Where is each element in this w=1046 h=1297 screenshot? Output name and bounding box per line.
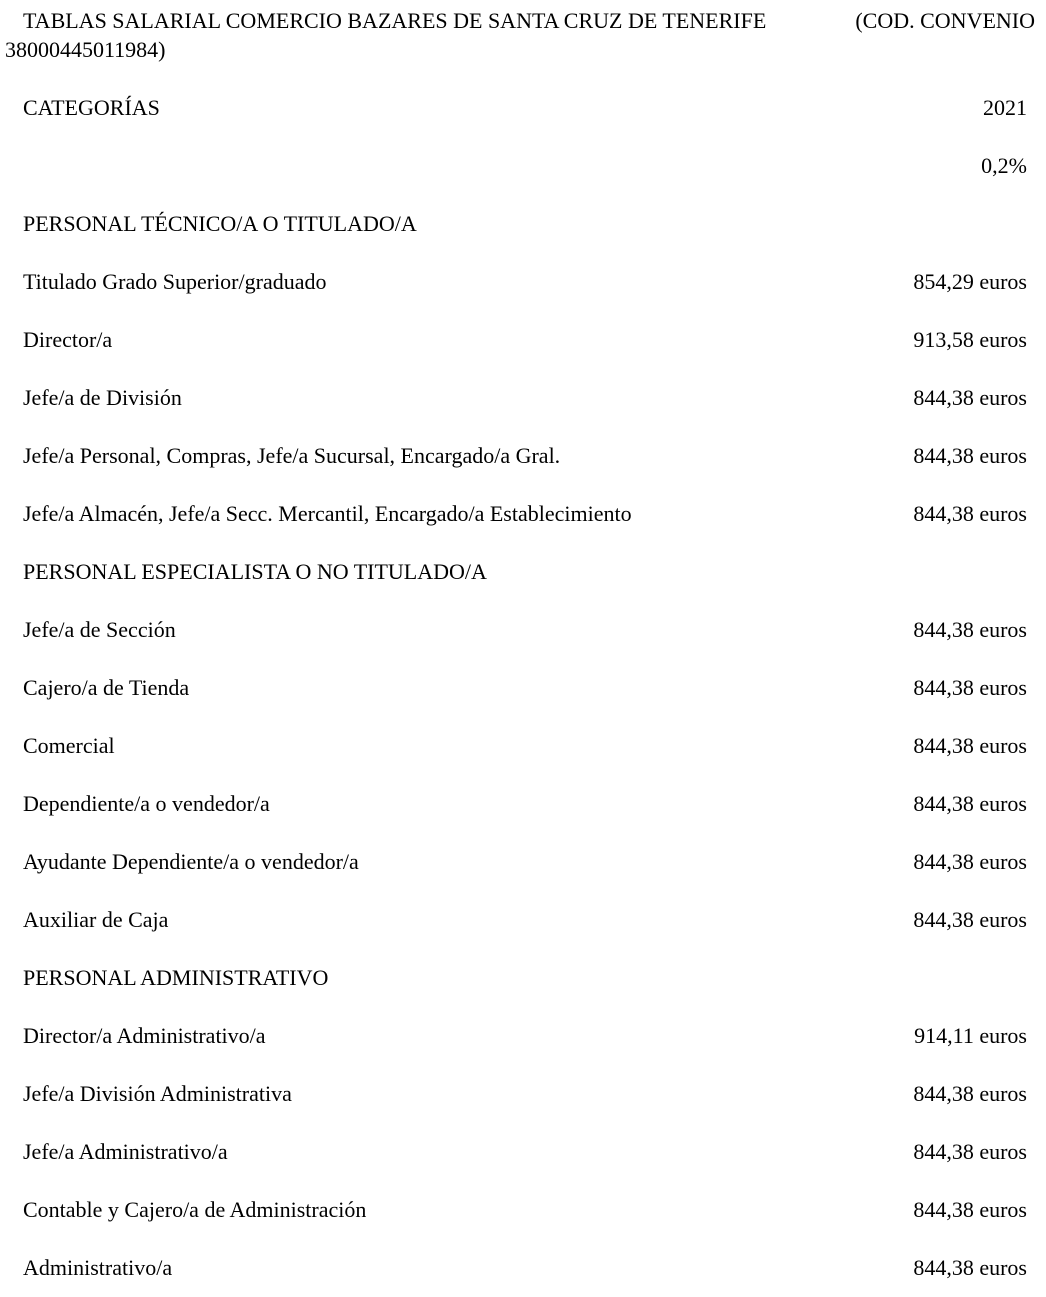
section-title: PERSONAL ESPECIALISTA O NO TITULADO/A <box>23 559 487 584</box>
category-label: Jefe/a de División <box>23 385 182 410</box>
category-label: Comercial <box>23 733 115 758</box>
salary-value: 854,29 euros <box>913 269 1027 294</box>
category-label: Jefe/a Administrativo/a <box>23 1139 228 1164</box>
year-header: 2021 <box>983 95 1027 120</box>
category-label: Jefe/a Almacén, Jefe/a Secc. Mercantil, Encargado/a Establecimiento <box>23 501 632 526</box>
category-label: Ayudante Dependiente/a o vendedor/a <box>23 849 359 874</box>
table-header-row <box>23 79 1027 137</box>
category-label: Jefe/a Personal, Compras, Jefe/a Sucursal, Encargado/a Gral. <box>23 443 561 468</box>
table-row <box>23 601 1027 659</box>
salary-value: 844,38 euros <box>913 1197 1027 1222</box>
salary-value: 844,38 euros <box>913 1081 1027 1106</box>
category-label: Titulado Grado Superior/graduado <box>23 269 327 294</box>
salary-value: 914,11 euros <box>914 1023 1027 1048</box>
salary-value: 844,38 euros <box>913 675 1027 700</box>
table-row <box>23 1007 1027 1065</box>
salary-value: 844,38 euros <box>913 791 1027 816</box>
title-convenio-code: 38000445011984) <box>5 37 166 62</box>
category-label: Administrativo/a <box>23 1255 173 1280</box>
salary-value: 844,38 euros <box>913 385 1027 410</box>
section-title: PERSONAL ADMINISTRATIVO <box>23 965 329 990</box>
table-row <box>23 253 1027 311</box>
category-label: Cajero/a de Tienda <box>23 675 190 700</box>
salary-table <box>23 79 1027 1297</box>
category-label: Auxiliar de Caja <box>23 907 169 932</box>
salary-value: 844,38 euros <box>913 1255 1027 1280</box>
table-row <box>23 1239 1027 1297</box>
table-row <box>23 717 1027 775</box>
salary-value: 844,38 euros <box>913 617 1027 642</box>
document-title <box>5 6 1035 64</box>
table-row <box>23 485 1027 543</box>
salary-value: 844,38 euros <box>913 1139 1027 1164</box>
category-label: Director/a Administrativo/a <box>23 1023 266 1048</box>
table-row <box>23 775 1027 833</box>
title-convenio: (COD. CONVENIO <box>855 8 1035 33</box>
table-row <box>23 369 1027 427</box>
table-row <box>23 891 1027 949</box>
category-label: Jefe/a División Administrativa <box>23 1081 292 1106</box>
section-heading-row <box>23 543 1027 601</box>
salary-value: 844,38 euros <box>913 907 1027 932</box>
table-row <box>23 659 1027 717</box>
category-label: Dependiente/a o vendedor/a <box>23 791 270 816</box>
table-row <box>23 1123 1027 1181</box>
table-row <box>23 1181 1027 1239</box>
section-heading-row <box>23 949 1027 1007</box>
table-row <box>23 427 1027 485</box>
table-row <box>23 311 1027 369</box>
category-label: Jefe/a de Sección <box>23 617 176 642</box>
salary-value: 913,58 euros <box>913 327 1027 352</box>
section-heading-row <box>23 195 1027 253</box>
title-text: TABLAS SALARIAL COMERCIO BAZARES DE SANTA CRUZ DE TENERIFE <box>23 8 767 33</box>
category-label: Contable y Cajero/a de Administración <box>23 1197 367 1222</box>
section-title: PERSONAL TÉCNICO/A O TITULADO/A <box>23 211 417 236</box>
salary-value: 844,38 euros <box>913 733 1027 758</box>
salary-value: 844,38 euros <box>913 501 1027 526</box>
increase-row <box>23 137 1027 195</box>
salary-value: 844,38 euros <box>913 849 1027 874</box>
table-row <box>23 1065 1027 1123</box>
table-row <box>23 833 1027 891</box>
category-label: Director/a <box>23 327 113 352</box>
categories-header: CATEGORÍAS <box>23 95 160 120</box>
increase-value: 0,2% <box>981 153 1027 178</box>
salary-value: 844,38 euros <box>913 443 1027 468</box>
